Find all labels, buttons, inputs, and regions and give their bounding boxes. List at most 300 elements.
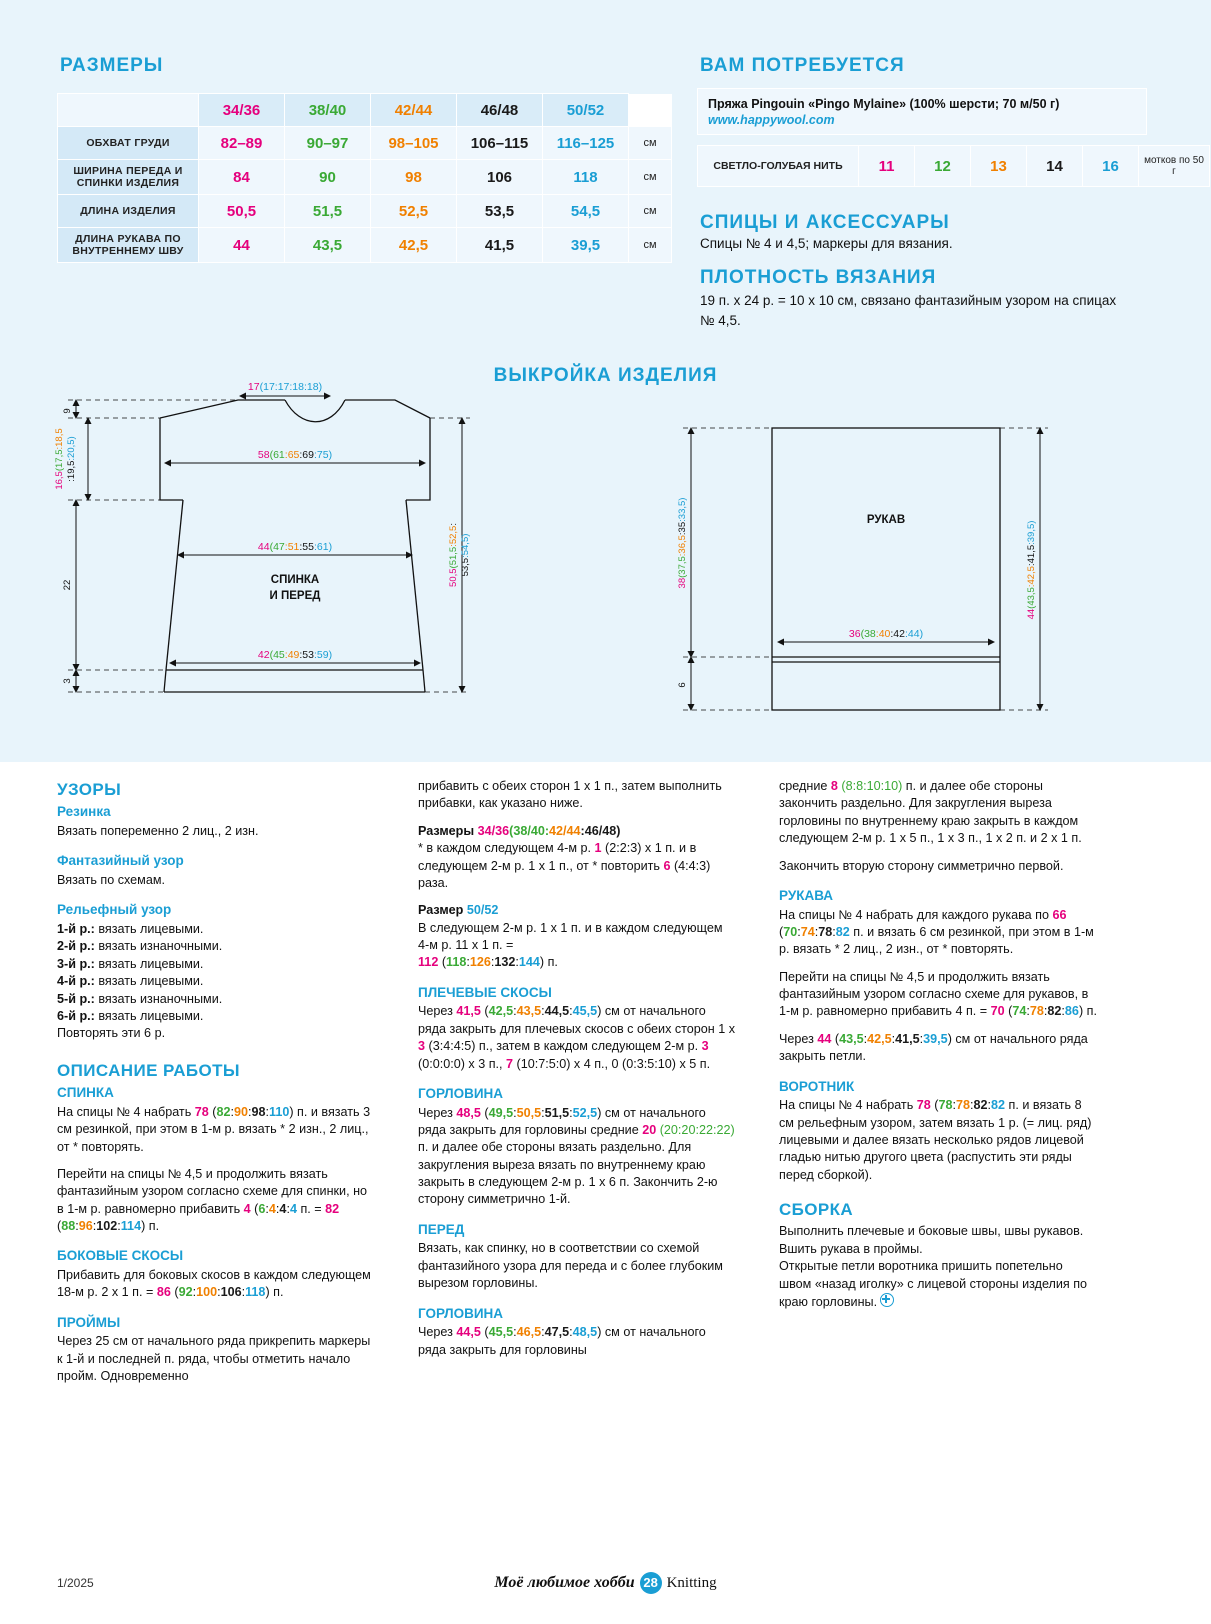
collar-paragraph	[779, 1097, 1097, 1184]
slr4: :	[919, 1031, 924, 1046]
size-col-0: 34/36	[199, 94, 285, 127]
sl-44: 44	[817, 1031, 832, 1046]
sh-455: 45,5	[572, 1004, 598, 1019]
heading-sleeves: РУКАВА	[779, 887, 834, 903]
front-neck-paragraph	[418, 1324, 736, 1359]
neck-paragraph	[418, 1105, 736, 1209]
sh-435: 43,5	[516, 1004, 542, 1019]
body-shoulder-height-label: 9	[62, 408, 73, 414]
clp2: :	[952, 1098, 956, 1113]
sl-78b: 78	[1029, 1004, 1044, 1019]
yarn-info-box	[697, 88, 1147, 135]
relief-row-5-label: 5-й р.:	[57, 991, 95, 1006]
schematic-heading: ВЫКРОЙКА ИЗДЕЛИЯ	[493, 365, 718, 386]
footer-center	[0, 1572, 1211, 1594]
fn-475: 47,5	[544, 1325, 570, 1340]
c2-132: 132	[494, 955, 516, 970]
slp1: (	[779, 924, 784, 939]
relief-row-6: вязать лицевыми.	[98, 1008, 204, 1023]
fn-b: см от начального ряда закрыть для горловины	[418, 1325, 706, 1357]
sl-p2-b: ) п.	[1078, 1004, 1097, 1019]
sl-70: 70	[783, 924, 798, 939]
shp5: )	[597, 1004, 602, 1019]
slq3: :	[1043, 1004, 1048, 1019]
back-add-4d: 4	[289, 1201, 297, 1216]
sizes-table	[57, 93, 672, 263]
heading-front: ПЕРЕД	[418, 1221, 465, 1237]
table-row	[58, 160, 672, 195]
relief-repeat: Повторять эти 6 р.	[57, 1026, 166, 1041]
side-paragraph	[57, 1267, 375, 1302]
heading-armholes: ПРОЙМЫ	[57, 1314, 121, 1330]
sh-0000: (0:0:0:0) х 3 п.,	[418, 1056, 507, 1071]
cell-length-0: 50,5	[199, 195, 285, 228]
relief-row-3: вязать лицевыми.	[98, 956, 204, 971]
cl-b: п. и вязать 8 см рельефным узором, затем вязать 1 р. (= лиц. ряд) лицевыми и далее вязать несколько рядов лицевой гладью нитью другого цвета (распустить эти ряды перед сборкой).	[779, 1098, 1092, 1182]
c2-223: (2:2:3) х 1 п.	[601, 841, 676, 856]
relief-row-5: вязать изнаночными.	[98, 991, 223, 1006]
sl-p3-a: Через	[779, 1031, 818, 1046]
assembly-p3-text: Открытые петли воротника пришить попетельно швом «назад иголку» с лицевой стороны изделия по краю горловины.	[779, 1259, 1088, 1309]
nk-c: п. и далее обе стороны вязать раздельно. Для закругления выреза вязать по внутреннему краю закрыть в следующем 2-м р. 1 х 6 п.	[418, 1140, 706, 1189]
cell-sleeve-1: 43,5	[285, 228, 371, 263]
sl-74: 74	[800, 924, 815, 939]
clp4: :	[987, 1098, 992, 1113]
slr5: )	[947, 1031, 952, 1046]
density-text: 19 п. х 24 р. = 10 х 10 см, связано фантазийным узором на спицах № 4,5.	[700, 293, 1117, 328]
back-tot-96: 96	[78, 1219, 93, 1234]
c3-8: 8	[830, 779, 838, 793]
back-p1-a: На спицы № 4 набрать	[57, 1104, 195, 1119]
back-78: 78	[194, 1104, 209, 1119]
body-chest-width-label: 44(47:51:55:61)	[257, 541, 333, 553]
magazine-title: Моё любимое хобби	[494, 1574, 635, 1592]
back-tot-102: 102	[96, 1219, 118, 1234]
sleeve-outer-length-label: 44(43,5:42,5:41,5:39,5)	[1026, 520, 1037, 620]
cell-sleeve-2: 42,5	[371, 228, 457, 263]
back-p2-c: ) п.	[141, 1219, 160, 1234]
sl-p2-a: Перейти на спицы № 4,5 и продолжить вязать фантазийным узором согласно схеме для рукавов, в 1-м р. равномерно прибавить 4 п. =	[779, 969, 1089, 1019]
yarn-amount-2: 13	[971, 146, 1027, 187]
nkp2: :	[513, 1105, 517, 1120]
back-p2-b: п. =	[296, 1201, 326, 1216]
slr3: :	[891, 1031, 896, 1046]
armholes-paragraph: Через 25 см от начального ряда прикрепить маркеры к 1-й и последней п. ряда, чтобы отметить начало пройм. Одновременно	[57, 1334, 371, 1384]
c2-5052-text: В следующем 2-м р. 1 х 1 п. и в каждом следующем 4-м р. 11 х 1 п. =	[418, 920, 723, 952]
assembly-p1: Выполнить плечевые и боковые швы, швы рукавов.	[779, 1224, 1084, 1239]
body-label-front: И ПЕРЕД	[269, 590, 321, 602]
back-tot-82: 82	[325, 1201, 340, 1216]
cell-bust-1: 90–97	[285, 127, 371, 160]
yarn-amount-1: 12	[915, 146, 971, 187]
c3-b: п. и далее обе стороны закончить раздельно. Для закругления выреза горловины по внутреннему краю закрыть в каждом следующем 2-м р. 1 х 5 п., 1 х 3 п., 1 х 2 п. и 2 х 1 п.	[779, 779, 1082, 846]
size-col-4: 50/52	[543, 94, 629, 127]
body-hem-width-label: 42(45:49:53:59)	[257, 649, 333, 661]
col3-symmetry-paragraph: Закончить вторую сторону симметрично первой.	[779, 858, 1064, 873]
fn-a: Через	[418, 1325, 457, 1340]
back-tot-114: 114	[120, 1219, 142, 1234]
size-3436: 34/36	[477, 823, 510, 838]
col3-top-paragraph	[779, 778, 1097, 848]
density-heading: ПЛОТНОСТЬ ВЯЗАНИЯ	[700, 267, 937, 288]
table-row	[58, 195, 672, 228]
yarn-color-label: СВЕТЛО-ГОЛУБАЯ НИТЬ	[698, 146, 859, 187]
back-add-4c: 4	[279, 1201, 287, 1216]
sl-425: 42,5	[867, 1031, 892, 1046]
side-a: Прибавить для боковых скосов в каждом следующем 18-м р. 2 х 1 п. =	[57, 1268, 371, 1300]
sleeve-inner-length-label: 38(37,5:36,5:35:33,5)	[677, 497, 688, 589]
sl-b: п. и вязать 6 см резинкой, при этом в 1-м р. вязать * 2 лиц., 2 изн., от * повторять.	[779, 924, 1094, 957]
sh-10750: (10:7:5:0) х 4 п., 0 (0:3:5:10) х 5 п.	[513, 1056, 711, 1071]
c2-126: 126	[469, 955, 491, 970]
row-label-width: ШИРИНА ПЕРЕДА И СПИНКИ ИЗДЕЛИЯ	[58, 160, 199, 195]
nk-505: 50,5	[516, 1105, 542, 1120]
side-b: ) п.	[265, 1285, 284, 1300]
cl-82: 82	[973, 1098, 988, 1113]
nkp3: :	[541, 1105, 545, 1120]
sh-7: 7	[506, 1056, 514, 1071]
size-5052-label: Размер	[418, 903, 467, 918]
fn-485: 48,5	[572, 1325, 598, 1340]
sep3: :	[265, 1104, 270, 1119]
size-5052-line	[418, 902, 736, 919]
table-row	[58, 228, 672, 263]
row-label-bust: ОБХВАТ ГРУДИ	[58, 127, 199, 160]
back-tot-88: 88	[61, 1219, 76, 1234]
op8: :	[117, 1219, 121, 1234]
slq4: :	[1061, 1004, 1065, 1019]
relief-rows	[57, 921, 375, 1043]
c2-1: 1	[594, 841, 602, 856]
heading-relief: Рельефный узор	[57, 902, 172, 918]
shp4: :	[569, 1004, 573, 1019]
op2: :	[265, 1201, 269, 1216]
sl-66: 66	[1052, 907, 1067, 922]
op3: :	[275, 1201, 280, 1216]
c2-443: (4:4:3) раза.	[418, 858, 711, 890]
sh-425: 42,5	[488, 1004, 514, 1019]
sl-74b: 74	[1012, 1004, 1027, 1019]
fnp1: (	[480, 1325, 489, 1340]
relief-row-4-label: 4-й р.:	[57, 974, 95, 989]
body-armhole-depth-label-2: :19,5:20,5)	[66, 436, 77, 482]
cell-width-2: 98	[371, 160, 457, 195]
sep1: :	[230, 1104, 234, 1119]
unit-width: см	[629, 160, 672, 195]
c2-118: 118	[446, 955, 467, 970]
sleeves-paragraph-3	[779, 1031, 1097, 1066]
side-86: 86	[156, 1285, 171, 1300]
sleeves-paragraph-2	[779, 969, 1097, 1021]
relief-row-1: вязать лицевыми.	[98, 922, 204, 937]
side-106: 106	[220, 1285, 242, 1300]
heading-side-shaping: БОКОВЫЕ СКОСЫ	[57, 1248, 184, 1264]
nk-525: 52,5	[572, 1105, 598, 1120]
sl-435: 43,5	[839, 1031, 864, 1046]
nkp4: :	[569, 1105, 573, 1120]
cl-78c: 78	[956, 1098, 971, 1113]
clp3: :	[970, 1098, 974, 1113]
nkp1: (	[480, 1105, 489, 1120]
page-footer	[0, 1572, 1211, 1602]
heading-shoulder-slopes: ПЛЕЧЕВЫЕ СКОСЫ	[418, 984, 552, 1000]
slr2: :	[863, 1031, 868, 1046]
size-col-1: 38/40	[285, 94, 371, 127]
yarn-amount-table	[697, 145, 1210, 187]
cl-78: 78	[916, 1098, 931, 1113]
cell-length-1: 51,5	[285, 195, 371, 228]
schematic-drawings	[0, 380, 1211, 760]
heading-neckline-back: ГОРЛОВИНА	[418, 1085, 504, 1101]
sl-395: 39,5	[923, 1031, 948, 1046]
clp1: (	[930, 1098, 939, 1113]
sizes-corner-cell	[58, 94, 199, 127]
sleeve-width-label: 36(38:40:42:44)	[848, 628, 924, 640]
col2-continuation: прибавить с обеих сторон 1 х 1 п., затем выполнить прибавки, как указано ниже.	[418, 779, 722, 811]
cell-length-4: 54,5	[543, 195, 629, 228]
fnp5: )	[597, 1325, 602, 1340]
sl-415: 41,5	[895, 1031, 920, 1046]
shoulder-paragraph	[418, 1003, 736, 1073]
cp2: :	[466, 955, 470, 970]
cell-sleeve-4: 39,5	[543, 228, 629, 263]
back-add-6: 6	[258, 1201, 266, 1216]
back-p1-d: ) п. и вязать 3 см резинкой, при этом в 1-м р. вязать * 2 изн., 2 лиц., от * повторять.	[57, 1104, 371, 1154]
size-3840: (38/40:	[509, 823, 550, 838]
sl-a: На спицы № 4 набрать для каждого рукава по	[779, 907, 1053, 922]
rib-text: Вязать попеременно 2 лиц., 2 изн.	[57, 824, 259, 839]
cell-bust-2: 98–105	[371, 127, 457, 160]
slp4: :	[832, 924, 836, 939]
relief-row-1-label: 1-й р.:	[57, 922, 95, 937]
cell-length-3: 53,5	[457, 195, 543, 228]
row-label-length: ДЛИНА ИЗДЕЛИЯ	[58, 195, 199, 228]
body-label-back: СПИНКА	[270, 574, 320, 586]
table-row	[58, 94, 672, 127]
relief-row-4: вязать лицевыми.	[98, 974, 204, 989]
cell-sleeve-3: 41,5	[457, 228, 543, 263]
row-label-sleeve: ДЛИНА РУКАВА ПО ВНУТРЕННЕМУ ШВУ	[58, 228, 199, 263]
cell-bust-0: 82–89	[199, 127, 285, 160]
nk-2022: (20:20:22:22)	[656, 1122, 735, 1137]
col2-star-paragraph	[418, 840, 736, 892]
section-title: Knitting	[666, 1575, 717, 1592]
size-col-2: 42/44	[371, 94, 457, 127]
cell-length-2: 52,5	[371, 195, 457, 228]
back-110: 110	[269, 1104, 290, 1119]
sl-86b: 86	[1064, 1004, 1079, 1019]
body-rib-height-label: 3	[62, 678, 73, 684]
back-p2-a: Перейти на спицы № 4,5 и продолжить вязать фантазийным узором согласно схеме для спинки, но в 1-м р. равномерно прибавить	[57, 1166, 368, 1216]
sl-78: 78	[818, 924, 833, 939]
table-row	[58, 127, 672, 160]
sl-70b: 70	[990, 1004, 1005, 1019]
end-mark-icon	[880, 1293, 894, 1307]
nk-495: 49,5	[488, 1105, 514, 1120]
cell-width-1: 90	[285, 160, 371, 195]
yarn-name: Пряжа Pingouin «Pingo Mylaine» (100% шерсти; 70 м/50 г)	[708, 97, 1060, 111]
sh-445: 44,5	[544, 1004, 570, 1019]
fnp2: :	[513, 1325, 517, 1340]
cl-78b: 78	[938, 1098, 953, 1113]
cl-a: На спицы № 4 набрать	[779, 1098, 917, 1113]
fn-445: 44,5	[456, 1325, 481, 1340]
sh-b: см от начального ряда закрыть для плечевых скосов с обеих сторон 1 х	[418, 1004, 736, 1036]
cell-width-4: 118	[543, 160, 629, 195]
slr1: (	[831, 1031, 840, 1046]
cell-sleeve-0: 44	[199, 228, 285, 263]
yarn-amount-0: 11	[859, 146, 915, 187]
op4: :	[286, 1201, 290, 1216]
issue-number: 1/2025	[57, 1576, 94, 1590]
c2-144: 144	[518, 955, 540, 970]
sizes-inline-label: Размеры	[418, 823, 478, 838]
size-4244: 42/44	[549, 823, 581, 838]
column-three	[779, 778, 1097, 1321]
body-upper-width-label: 58(61:65:69:75)	[257, 449, 333, 461]
sp1: (	[170, 1285, 179, 1300]
op5: (	[57, 1219, 62, 1234]
cp3: :	[490, 955, 495, 970]
body-height-label: 22	[62, 579, 73, 591]
sizes-blank-cell	[629, 94, 672, 127]
back-paragraph-1	[57, 1104, 375, 1156]
back-82: 82	[216, 1104, 231, 1119]
shp3: :	[541, 1004, 545, 1019]
back-paren: (	[208, 1104, 217, 1119]
yarn-amount-unit: мотков по 50 г	[1139, 146, 1210, 187]
shp2: :	[513, 1004, 517, 1019]
relief-row-2-label: 2-й р.:	[57, 939, 95, 954]
cp1: (	[438, 955, 447, 970]
heading-assembly: СБОРКА	[779, 1200, 854, 1219]
c2-112: 112	[418, 955, 439, 970]
assembly-p3	[779, 1258, 1097, 1311]
c3-a: средние	[779, 779, 831, 793]
heading-patterns: УЗОРЫ	[57, 780, 122, 799]
body-total-length-label: 50,5(51,5:52,5:	[448, 523, 459, 587]
sl-p3-b: см от начального ряда закрыть петли.	[779, 1031, 1088, 1064]
body-neck-width-label: 17(17:17:18:18)	[247, 381, 323, 393]
fn-455: 45,5	[488, 1325, 514, 1340]
sh-3b: 3	[701, 1039, 709, 1054]
slp2: :	[797, 924, 801, 939]
size-5052: 50/52	[466, 903, 499, 918]
op1: (	[250, 1201, 259, 1216]
nk-d: Закончить 2-ю сторону симметрично 1-й.	[418, 1175, 718, 1207]
sleeves-paragraph-1	[779, 907, 1097, 959]
nk-485: 48,5	[456, 1105, 481, 1120]
sp3: :	[217, 1285, 221, 1300]
fantasy-text: Вязать по схемам.	[57, 873, 166, 888]
side-118: 118	[245, 1285, 266, 1300]
needles-heading: СПИЦЫ И АКСЕССУАРЫ	[700, 212, 950, 233]
shp1: (	[480, 1004, 489, 1019]
yarn-website: www.happywool.com	[708, 112, 835, 127]
cell-bust-4: 116–125	[543, 127, 629, 160]
heading-neckline-front: ГОРЛОВИНА	[418, 1305, 504, 1321]
sh-415: 41,5	[456, 1004, 481, 1019]
front-paragraph: Вязать, как спинку, но в соответствии со схемой фантазийного узора для переда и с более глубоким вырезом горловины.	[418, 1241, 723, 1291]
cell-width-3: 106	[457, 160, 543, 195]
sh-3445: (3:4:4:5) п., затем в каждом следующем 2-м р.	[425, 1039, 702, 1054]
sleeve-label: РУКАВ	[866, 514, 906, 526]
body-total-length-label-2: 53,5:54,5)	[460, 533, 471, 577]
size-col-3: 46/48	[457, 94, 543, 127]
yarn-amount-4: 16	[1083, 146, 1139, 187]
cell-width-0: 84	[199, 160, 285, 195]
sep2: :	[248, 1104, 252, 1119]
op7: :	[92, 1219, 97, 1234]
sh-3: 3	[418, 1039, 426, 1054]
nk-a: Через	[418, 1105, 457, 1120]
back-add-4b: 4	[268, 1201, 276, 1216]
page-number: 28	[640, 1572, 662, 1594]
assembly-p2: Вшить рукава в проймы.	[779, 1241, 923, 1256]
column-two	[418, 778, 736, 1369]
sizes-heading: РАЗМЕРЫ	[60, 55, 164, 76]
heading-fantasy: Фантазийный узор	[57, 853, 184, 869]
sizes-inline-line	[418, 823, 736, 840]
cp4: :	[515, 955, 519, 970]
table-row	[698, 146, 1210, 187]
you-need-heading: ВАМ ПОТРЕБУЕТСЯ	[700, 55, 905, 76]
fnp3: :	[541, 1325, 545, 1340]
c2-star-a: * в каждом следующем 4-м р.	[418, 841, 595, 856]
heading-description: ОПИСАНИЕ РАБОТЫ	[57, 1060, 240, 1080]
slq1: (	[1004, 1004, 1013, 1019]
cell-bust-3: 106–115	[457, 127, 543, 160]
c2-6: 6	[663, 858, 671, 873]
fn-465: 46,5	[516, 1325, 542, 1340]
relief-row-2: вязать изнаночными.	[98, 939, 223, 954]
yarn-amount-3: 14	[1027, 146, 1083, 187]
c3-881010: (8:8:10:10)	[837, 779, 903, 793]
nk-20: 20	[642, 1122, 657, 1137]
sp4: :	[241, 1285, 246, 1300]
relief-row-3-label: 3-й р.:	[57, 956, 95, 971]
side-100: 100	[196, 1285, 218, 1300]
slp3: :	[814, 924, 819, 939]
unit-bust: см	[629, 127, 672, 160]
sh-a: Через	[418, 1004, 457, 1019]
heading-collar: ВОРОТНИК	[779, 1078, 855, 1094]
back-90: 90	[234, 1104, 249, 1119]
unit-sleeve: см	[629, 228, 672, 263]
nk-b: см от начального ряда закрыть для горловины средние	[418, 1105, 706, 1137]
nkp5: )	[597, 1105, 602, 1120]
col2-5052-paragraph	[418, 920, 736, 972]
back-98: 98	[251, 1104, 266, 1119]
back-paragraph-2	[57, 1166, 375, 1236]
side-92: 92	[178, 1285, 193, 1300]
sleeve-cuff-label: 6	[677, 682, 688, 688]
size-4648: :46/48)	[580, 823, 621, 838]
unit-length: см	[629, 195, 672, 228]
nk-515: 51,5	[544, 1105, 570, 1120]
sp2: :	[192, 1285, 197, 1300]
fnp4: :	[569, 1325, 573, 1340]
op6: :	[75, 1219, 79, 1234]
column-one	[57, 778, 375, 1396]
heading-back: СПИНКА	[57, 1085, 114, 1101]
slq2: :	[1026, 1004, 1030, 1019]
sl-82b: 82	[1047, 1004, 1062, 1019]
c2-star-b: и в следующем 2-м р. 1 х 1 п., от * повторить	[418, 841, 697, 873]
cl-82b: 82	[991, 1098, 1006, 1113]
cp5: ) п.	[539, 955, 558, 970]
body-armhole-depth-label: 16,5(17,5:18,5	[54, 428, 65, 490]
